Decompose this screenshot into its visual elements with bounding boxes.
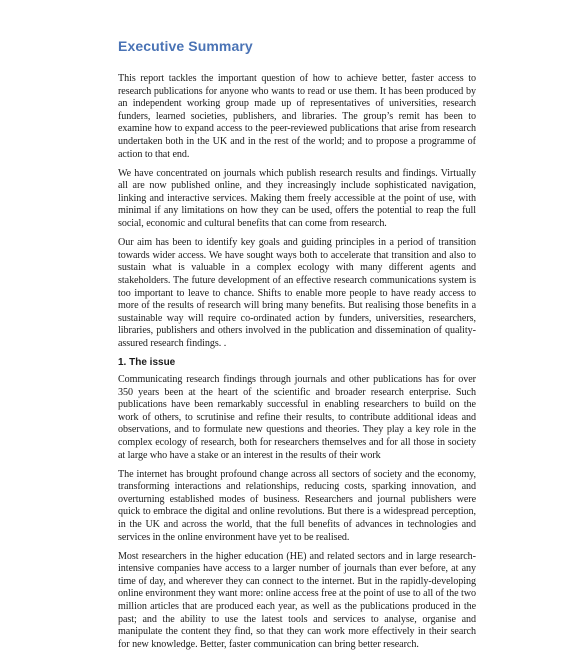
paragraph-journals: We have concentrated on journals which publish research results and findings. Virtually all are now published online, and they increasingly include sophisticated navigation, linking and interactive services. Making them freely accessible at the point of use, with minimal if any limitations on how they can be used, offers the potential to reap the full social, economic and cultural benefits that can come from research. xyxy=(118,167,476,230)
paragraph-researchers: Most researchers in the higher education (HE) and related sectors and in large research-intensive companies have access to a larger number of journals than ever before, at any time of day, and wherever they can connect to the internet. But in the rapidly-developing online environment they want more: online access free at the point of use to all of the two million articles that are produced each year, as well as the publications produced in the past; and the ability to use the latest tools and services to analyse, organise and manipulate the content they find, so that they can work more effectively in their search for new knowledge. Better, faster communication can bring better research. xyxy=(118,550,476,650)
paragraph-internet: The internet has brought profound change across all sectors of society and the economy, transforming interactions and relationships, reducing costs, sparking innovation, and overturning established modes of business. Researchers and journal publishers were quick to embrace the digital and online revolutions. But there is a widespread perception, in the UK and across the world, that the full benefits of advances in technologies and services in the online environment have yet to be realised. xyxy=(118,468,476,543)
paragraph-intro: This report tackles the important question of how to achieve better, faster access to research publications for anyone who wants to read or use them. It has been produced by an independent working group made up of representatives of universities, research funders, learned societies, publishers, and libraries. The group’s remit has been to examine how to expand access to the peer-reviewed publications that arise from research undertaken both in the UK and in the rest of the world; and to propose a programme of action to that end. xyxy=(118,73,476,160)
paragraph-communicating: Communicating research findings through journals and other publications has for over 350 years been at the heart of the scientific and broader research enterprise. Such publications have been remarkably successful in enabling researchers to build on the work of others, to scrutinise and refine their results, to contribute additional ideas and observations, and to formulate new questions and theories. They play a key role in the complex ecology of research, both for researchers themselves and for all those in society at large who have a stake or an interest in the results of their work xyxy=(118,373,476,461)
paragraph-aim: Our aim has been to identify key goals and guiding principles in a period of transition towards wider access. We have sought ways both to accelerate that transition and also to sustain what is valuable in a complex ecology with many different agents and stakeholders. The future development of an effective research communications system is too important to leave to chance. Shifts to enable more people to have ready access to more of the results of research will bring many benefits. But realising those benefits in a sustainable way will require co-ordinated action by funders, universities, researchers, libraries, publishers and others involved in the publication and dissemination of quality-assured research findings. . xyxy=(118,237,476,349)
page-title: Executive Summary xyxy=(118,38,253,54)
document-page xyxy=(118,38,476,658)
section-heading: 1. The issue xyxy=(118,356,176,368)
